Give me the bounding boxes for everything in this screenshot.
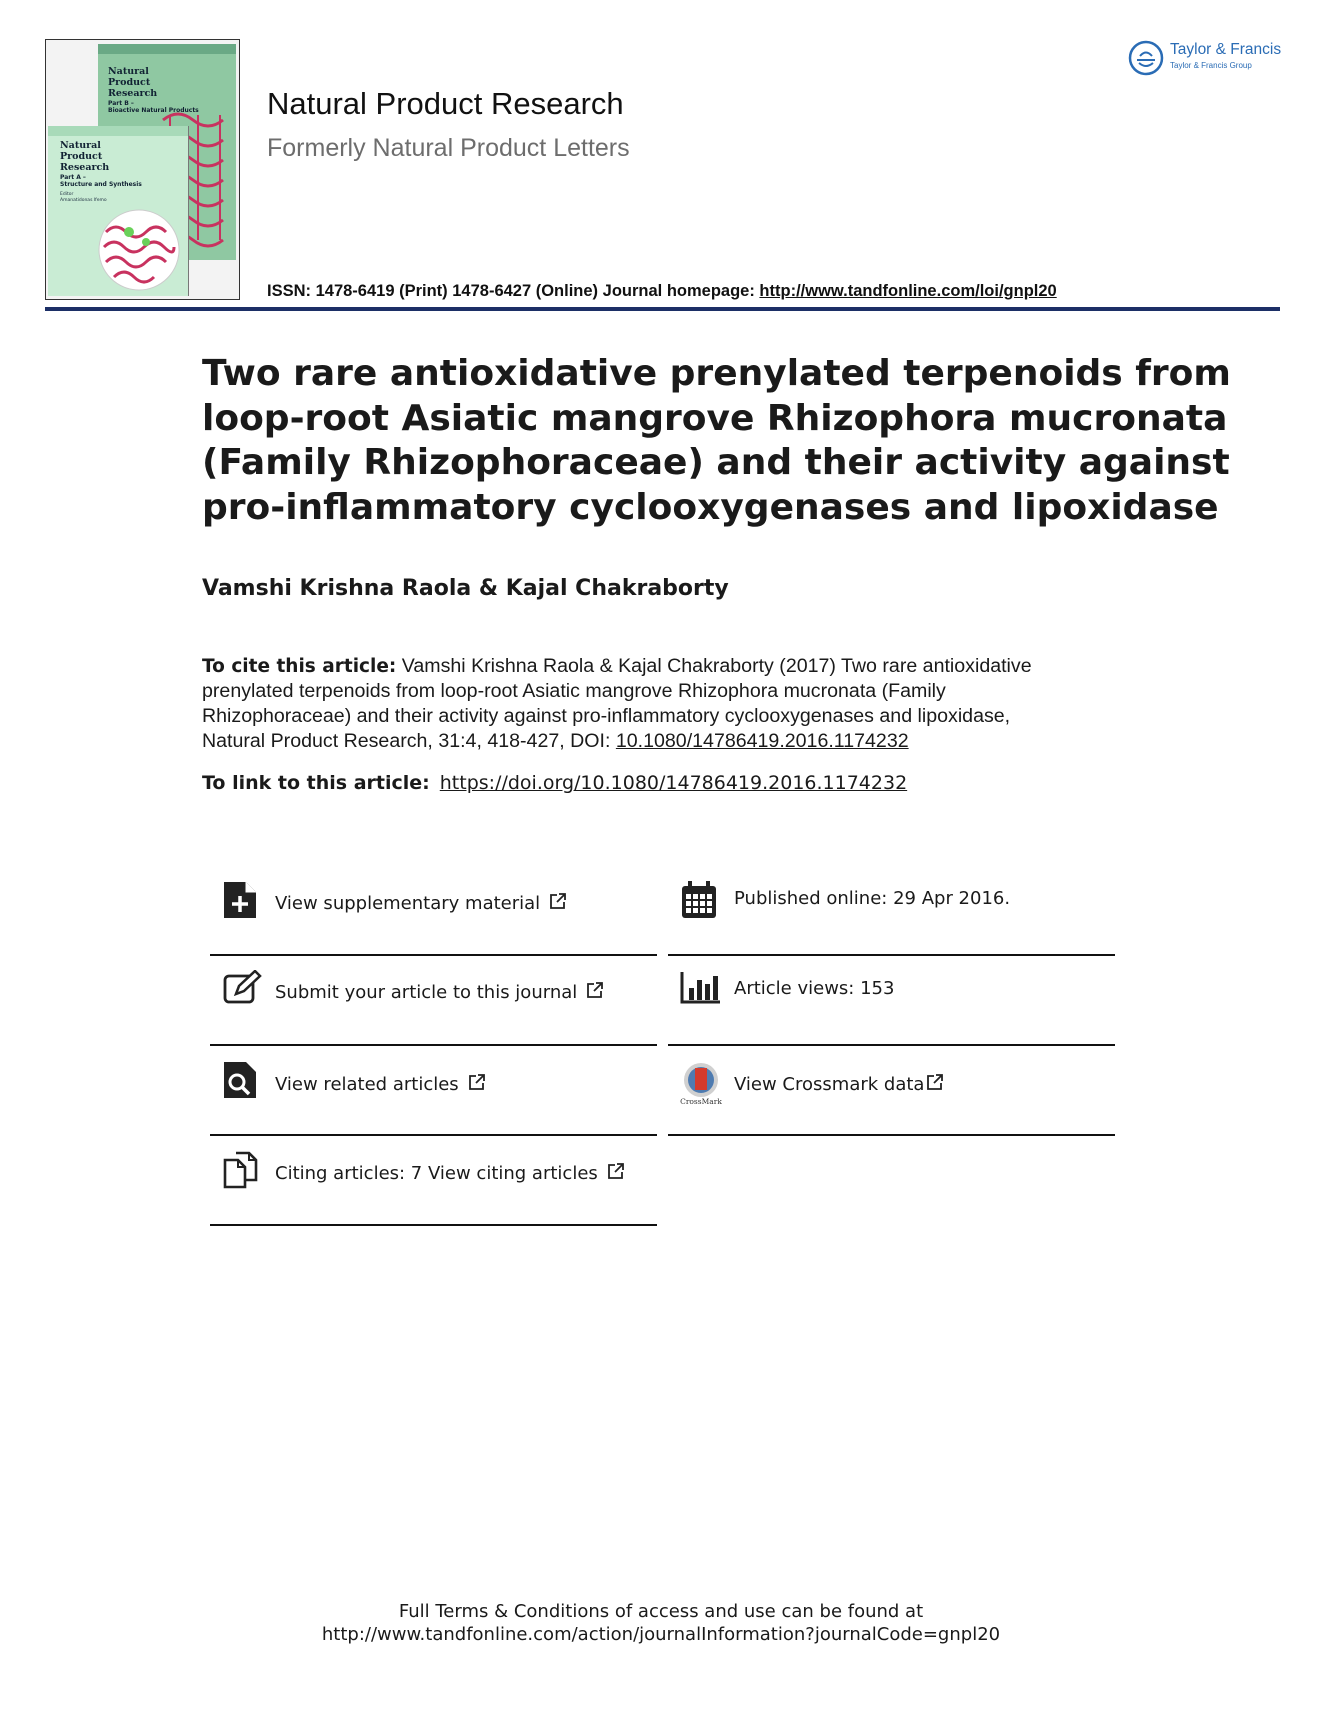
cover-front-issue	[48, 126, 189, 296]
footer-terms-url[interactable]: http://www.tandfonline.com/action/journalInformation?journalCode=gnpl20	[321, 1624, 1001, 1645]
divider	[210, 1044, 657, 1046]
article-link-line	[202, 772, 907, 794]
submit-edit-icon	[222, 970, 262, 1006]
view-citing-link[interactable]	[275, 1162, 625, 1184]
cite-text-line: Natural Product Research, 31:4, 418-427, DOI:	[202, 730, 616, 752]
publisher-group: Taylor & Francis Group	[1170, 61, 1252, 70]
journal-cover	[45, 39, 240, 300]
footer-terms	[0, 1600, 1322, 1646]
view-related-label: View related articles	[275, 1074, 459, 1095]
cite-doi-link[interactable]: 10.1080/14786419.2016.1174232	[615, 730, 909, 752]
cite-text-line: Rhizophoraceae) and their activity against pro-inflammatory cyclooxygenases and lipoxidase,	[202, 705, 1011, 727]
external-link-icon	[926, 1073, 944, 1091]
calendar-icon	[680, 880, 718, 920]
view-crossmark-link[interactable]	[734, 1073, 944, 1095]
header-rule	[45, 307, 1280, 311]
citing-articles-icon	[222, 1150, 260, 1190]
divider	[210, 1224, 657, 1226]
related-articles-search-icon	[222, 1060, 258, 1100]
external-link-icon	[468, 1073, 486, 1091]
citation-block	[202, 654, 1102, 754]
link-label: To link to this article:	[202, 772, 430, 794]
article-authors: Vamshi Krishna Raola & Kajal Chakraborty	[202, 576, 729, 601]
issn-line	[267, 282, 1057, 301]
article-views-bar-icon	[680, 970, 722, 1004]
divider	[668, 1134, 1115, 1136]
supplementary-file-icon	[222, 880, 258, 920]
divider	[668, 954, 1115, 956]
divider	[210, 954, 657, 956]
view-supplementary-label: View supplementary material	[275, 893, 541, 914]
citing-articles-label: Citing articles: 7 View citing articles	[275, 1163, 598, 1184]
external-link-icon	[549, 892, 567, 910]
issn-text: ISSN: 1478-6419 (Print) 1478-6427 (Online) Journal homepage:	[267, 282, 760, 300]
view-crossmark-label: View Crossmark data	[734, 1074, 925, 1095]
view-supplementary-link[interactable]	[275, 892, 567, 914]
journal-former-title: Formerly Natural Product Letters	[267, 134, 630, 162]
external-link-icon	[607, 1162, 625, 1180]
cite-label: To cite this article:	[202, 656, 397, 677]
article-title	[202, 352, 1231, 530]
cover-front-title: Natural Product Research	[60, 140, 110, 173]
divider	[668, 1044, 1115, 1046]
submit-article-link[interactable]	[275, 981, 604, 1003]
cover-back-title: Natural Product Research	[108, 66, 158, 99]
cite-text-line: Vamshi Krishna Raola & Kajal Chakraborty (2017) Two rare antioxidative	[396, 655, 1032, 677]
article-title-line: loop-root Asiatic mangrove Rhizophora mucronata	[202, 397, 1228, 439]
article-views: Article views: 153	[734, 978, 895, 999]
cite-text-line: prenylated terpenoids from loop-root Asiatic mangrove Rhizophora mucronata (Family	[202, 680, 946, 702]
journal-title: Natural Product Research	[267, 86, 624, 121]
footer-line: Full Terms & Conditions of access and use can be found at	[398, 1601, 924, 1622]
divider	[210, 1134, 657, 1136]
cover-front-protein-graphic	[94, 202, 184, 292]
publisher-name: Taylor & Francis	[1170, 41, 1282, 58]
article-title-line: Two rare antioxidative prenylated terpenoids from	[202, 353, 1231, 394]
published-online: Published online: 29 Apr 2016.	[734, 888, 1011, 909]
article-doi-link[interactable]: https://doi.org/10.1080/14786419.2016.1174232	[439, 772, 908, 794]
view-related-link[interactable]	[275, 1073, 486, 1095]
cover-back-subtitle: Part B – Bioactive Natural Products	[108, 100, 199, 114]
submit-article-label: Submit your article to this journal	[275, 982, 578, 1003]
cover-front-editor: Editor Amanatidonas Ifemo	[60, 192, 107, 203]
article-title-line: (Family Rhizophoraceae) and their activity against	[202, 442, 1230, 483]
external-link-icon	[586, 981, 604, 999]
article-title-line: pro-inflammatory cyclooxygenases and lipoxidase	[202, 486, 1219, 528]
crossmark-logo-text: CrossMark	[680, 1097, 722, 1106]
journal-homepage-link[interactable]: http://www.tandfonline.com/loi/gnpl20	[759, 282, 1057, 300]
cover-front-subtitle: Part A – Structure and Synthesis	[60, 174, 142, 188]
